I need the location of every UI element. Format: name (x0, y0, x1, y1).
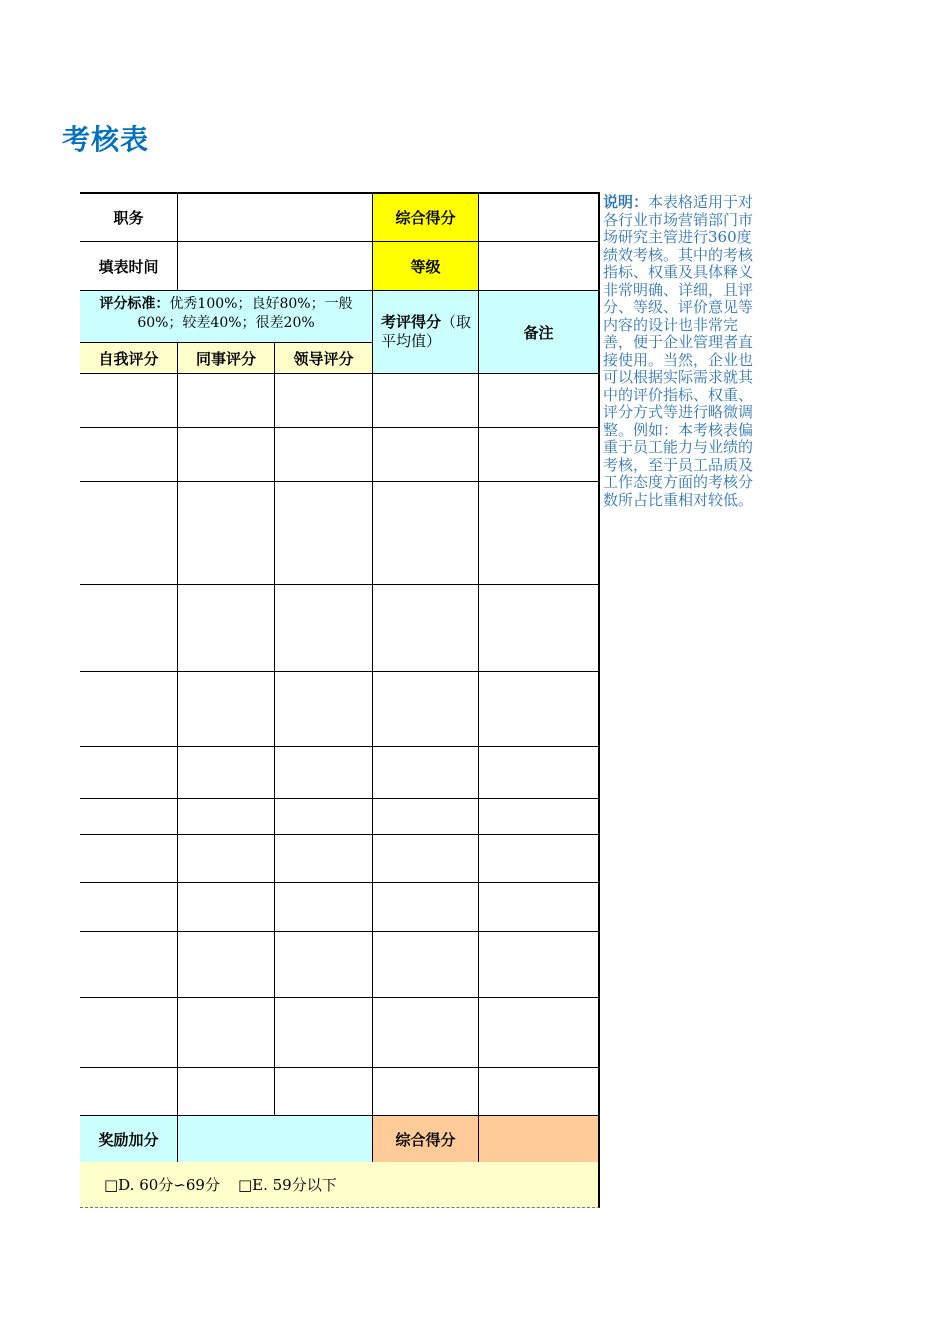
score-cell[interactable] (275, 585, 373, 672)
score-cell[interactable] (479, 747, 598, 799)
score-cell[interactable] (80, 747, 178, 799)
score-cell[interactable] (275, 1068, 373, 1116)
score-cell[interactable] (479, 482, 598, 585)
score-cell[interactable] (373, 672, 479, 747)
peer-score-header: 同事评分 (178, 343, 275, 374)
score-cell[interactable] (80, 374, 178, 428)
grade-label: 等级 (373, 242, 479, 291)
score-cell[interactable] (373, 835, 479, 883)
score-cell[interactable] (178, 747, 275, 799)
eval-score-header (373, 291, 479, 374)
leader-score-header: 领导评分 (275, 343, 373, 374)
bonus-label: 奖励加分 (80, 1116, 178, 1164)
score-cell[interactable] (479, 932, 598, 998)
score-cell[interactable] (275, 374, 373, 428)
score-cell[interactable] (80, 1068, 178, 1116)
score-cell[interactable] (275, 835, 373, 883)
date-label: 填表时间 (80, 242, 178, 291)
instructions-note (603, 194, 763, 509)
score-cell[interactable] (80, 585, 178, 672)
score-cell[interactable] (373, 747, 479, 799)
score-cell[interactable] (373, 482, 479, 585)
score-cell[interactable] (373, 998, 479, 1068)
score-cell[interactable] (373, 1068, 479, 1116)
score-cell[interactable] (275, 672, 373, 747)
eval-score-label: 考评得分 (381, 313, 442, 331)
score-cell[interactable] (479, 998, 598, 1068)
scoring-standard (80, 291, 373, 343)
score-cell[interactable] (479, 428, 598, 482)
score-cell[interactable] (373, 374, 479, 428)
scoring-standard-text: 优秀100%；良好80%；一般60%；较差40%；很差20% (137, 296, 353, 331)
score-cell[interactable] (373, 799, 479, 835)
grade-option-d[interactable]: □D. 60分∽69分 (104, 1176, 220, 1194)
score-cell[interactable] (80, 998, 178, 1068)
score-cell[interactable] (178, 932, 275, 998)
final-total-label: 综合得分 (373, 1116, 479, 1164)
score-cell[interactable] (178, 799, 275, 835)
note-text: 本表格适用于对各行业市场营销部门市场研究主管进行360度绩效考核。其中的考核指标、权重及具体释义非常明确、详细，且评分、等级、评价意见等内容的设计也非常完善，便于企业管理者直接使用。当然，企业也可以根据实际需求就其中的评价指标、权重、评分方式等进行略微调整。例如：本考核表偏重于员工能力与业绩的考核，至于员工品质及工作态度方面的考核分数所占比重相对较低。 (603, 193, 754, 509)
score-cell[interactable] (479, 835, 598, 883)
remarks-header: 备注 (479, 291, 598, 374)
score-cell[interactable] (80, 883, 178, 932)
score-cell[interactable] (80, 672, 178, 747)
score-cell[interactable] (178, 835, 275, 883)
score-cell[interactable] (373, 883, 479, 932)
score-cell[interactable] (479, 799, 598, 835)
position-field[interactable] (178, 194, 373, 242)
score-cell[interactable] (275, 932, 373, 998)
total-score-field[interactable] (479, 194, 598, 242)
score-cell[interactable] (479, 883, 598, 932)
date-field[interactable] (178, 242, 373, 291)
appraisal-table (80, 192, 600, 1208)
page-title: 考核表 (62, 123, 150, 156)
score-cell[interactable] (178, 374, 275, 428)
final-total-field[interactable] (479, 1116, 598, 1164)
score-cell[interactable] (373, 585, 479, 672)
score-cell[interactable] (275, 998, 373, 1068)
score-cell[interactable] (479, 374, 598, 428)
note-label: 说明： (603, 193, 649, 211)
score-cell[interactable] (275, 747, 373, 799)
eval-score-suffix: （取平均值） (381, 313, 472, 350)
score-cell[interactable] (178, 585, 275, 672)
score-cell[interactable] (373, 428, 479, 482)
scoring-standard-label: 评分标准： (99, 296, 170, 312)
score-cell[interactable] (80, 482, 178, 585)
position-label: 职务 (80, 194, 178, 242)
score-cell[interactable] (178, 883, 275, 932)
total-score-label: 综合得分 (373, 194, 479, 242)
score-cell[interactable] (275, 428, 373, 482)
score-cell[interactable] (479, 672, 598, 747)
bonus-field[interactable] (178, 1116, 373, 1164)
score-cell[interactable] (479, 585, 598, 672)
score-cell[interactable] (178, 1068, 275, 1116)
score-cell[interactable] (80, 932, 178, 998)
grade-field[interactable] (479, 242, 598, 291)
self-score-header: 自我评分 (80, 343, 178, 374)
score-cell[interactable] (373, 932, 479, 998)
score-cell[interactable] (80, 799, 178, 835)
score-cell[interactable] (479, 1068, 598, 1116)
score-cell[interactable] (275, 883, 373, 932)
score-cell[interactable] (178, 482, 275, 585)
score-cell[interactable] (178, 672, 275, 747)
score-cell[interactable] (275, 799, 373, 835)
score-cell[interactable] (178, 998, 275, 1068)
grade-options-row (80, 1162, 600, 1208)
score-cell[interactable] (80, 428, 178, 482)
score-cell[interactable] (178, 428, 275, 482)
grade-option-e[interactable]: □E. 59分以下 (237, 1176, 337, 1194)
score-cell[interactable] (275, 482, 373, 585)
score-cell[interactable] (80, 835, 178, 883)
